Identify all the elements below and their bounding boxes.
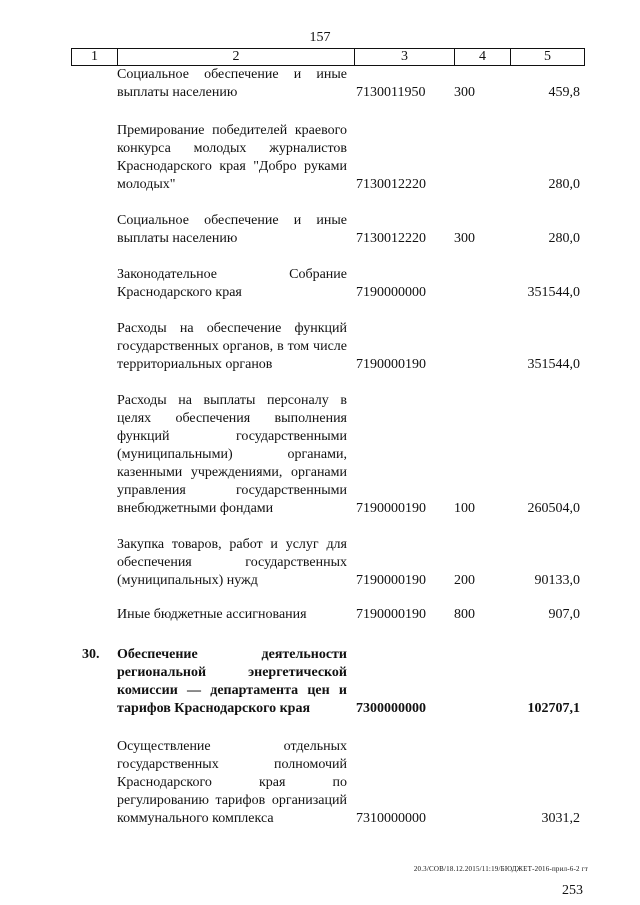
row-description: Расходы на обеспечение функций государственных органов, в том числе территориальных органов (117, 321, 347, 372)
row-expense-type: 200 (454, 573, 475, 588)
table-row (0, 320, 640, 374)
table-header (71, 48, 585, 66)
row-expense-type: 800 (454, 607, 475, 622)
row-amount: 459,8 (548, 85, 580, 100)
page-number-top: 157 (309, 30, 331, 45)
row-description: Расходы на выплаты персоналу в целях обеспечения выполнения функций государственными (муниципальными) органами, казенными учреждениями, органами управления государственными внебюджетными фондами (117, 393, 347, 516)
table-row (0, 738, 640, 828)
header-col-3: 3 (355, 49, 455, 65)
row-amount: 351544,0 (527, 357, 580, 372)
row-amount: 280,0 (548, 177, 580, 192)
header-col-1: 1 (72, 49, 118, 65)
footer-document-code: 20.3/СОВ/18.12.2015/11:19/БЮДЖЕТ-2016-прил-6-2 гт (413, 865, 588, 873)
table-row (0, 536, 640, 590)
row-code: 7190000190 (356, 607, 426, 622)
header-col-4: 4 (455, 49, 511, 65)
row-amount: 907,0 (548, 607, 580, 622)
table-row-section (0, 646, 640, 718)
header-col-5: 5 (544, 49, 551, 64)
row-expense-type: 300 (454, 85, 475, 100)
row-description: Закупка товаров, работ и услуг для обеспечения государственных (муниципальных) нужд (117, 537, 347, 588)
table-row (0, 606, 640, 624)
row-amount: 3031,2 (541, 811, 580, 826)
row-description: Премирование победителей краевого конкурса молодых журналистов Краснодарского края "Добро руками молодых" (117, 123, 347, 192)
row-amount: 351544,0 (527, 285, 580, 300)
table-row (0, 66, 640, 102)
row-code: 7130012220 (356, 231, 426, 246)
page-number-bottom: 253 (562, 883, 583, 898)
row-amount: 260504,0 (527, 501, 580, 516)
row-code: 7130012220 (356, 177, 426, 192)
section-number: 30. (82, 647, 100, 662)
row-description: Обеспечение деятельности региональной энергетической комиссии — департамента цен и тарифов Краснодарского края (117, 647, 347, 716)
table-row (0, 122, 640, 194)
row-code: 7190000190 (356, 573, 426, 588)
table-row (0, 212, 640, 248)
row-expense-type: 300 (454, 231, 475, 246)
row-code: 7300000000 (356, 701, 426, 716)
row-description: Социальное обеспечение и иные выплаты населению (117, 213, 347, 246)
row-code: 7190000190 (356, 357, 426, 372)
row-description: Социальное обеспечение и иные выплаты населению (117, 67, 347, 100)
row-description: Осуществление отдельных государственных полномочий Краснодарского края по регулированию тарифов организаций коммунального комплекса (117, 739, 347, 826)
row-code: 7190000190 (356, 501, 426, 516)
row-code: 7190000000 (356, 285, 426, 300)
row-description: Иные бюджетные ассигнования (117, 607, 307, 622)
row-description: Законодательное Собрание Краснодарского края (117, 267, 347, 300)
row-amount: 102707,1 (527, 701, 580, 716)
table-row (0, 266, 640, 302)
row-code: 7310000000 (356, 811, 426, 826)
row-amount: 90133,0 (534, 573, 580, 588)
header-col-2: 2 (118, 49, 355, 65)
row-amount: 280,0 (548, 231, 580, 246)
row-code: 7130011950 (356, 85, 426, 100)
row-expense-type: 100 (454, 501, 475, 516)
table-row (0, 392, 640, 518)
